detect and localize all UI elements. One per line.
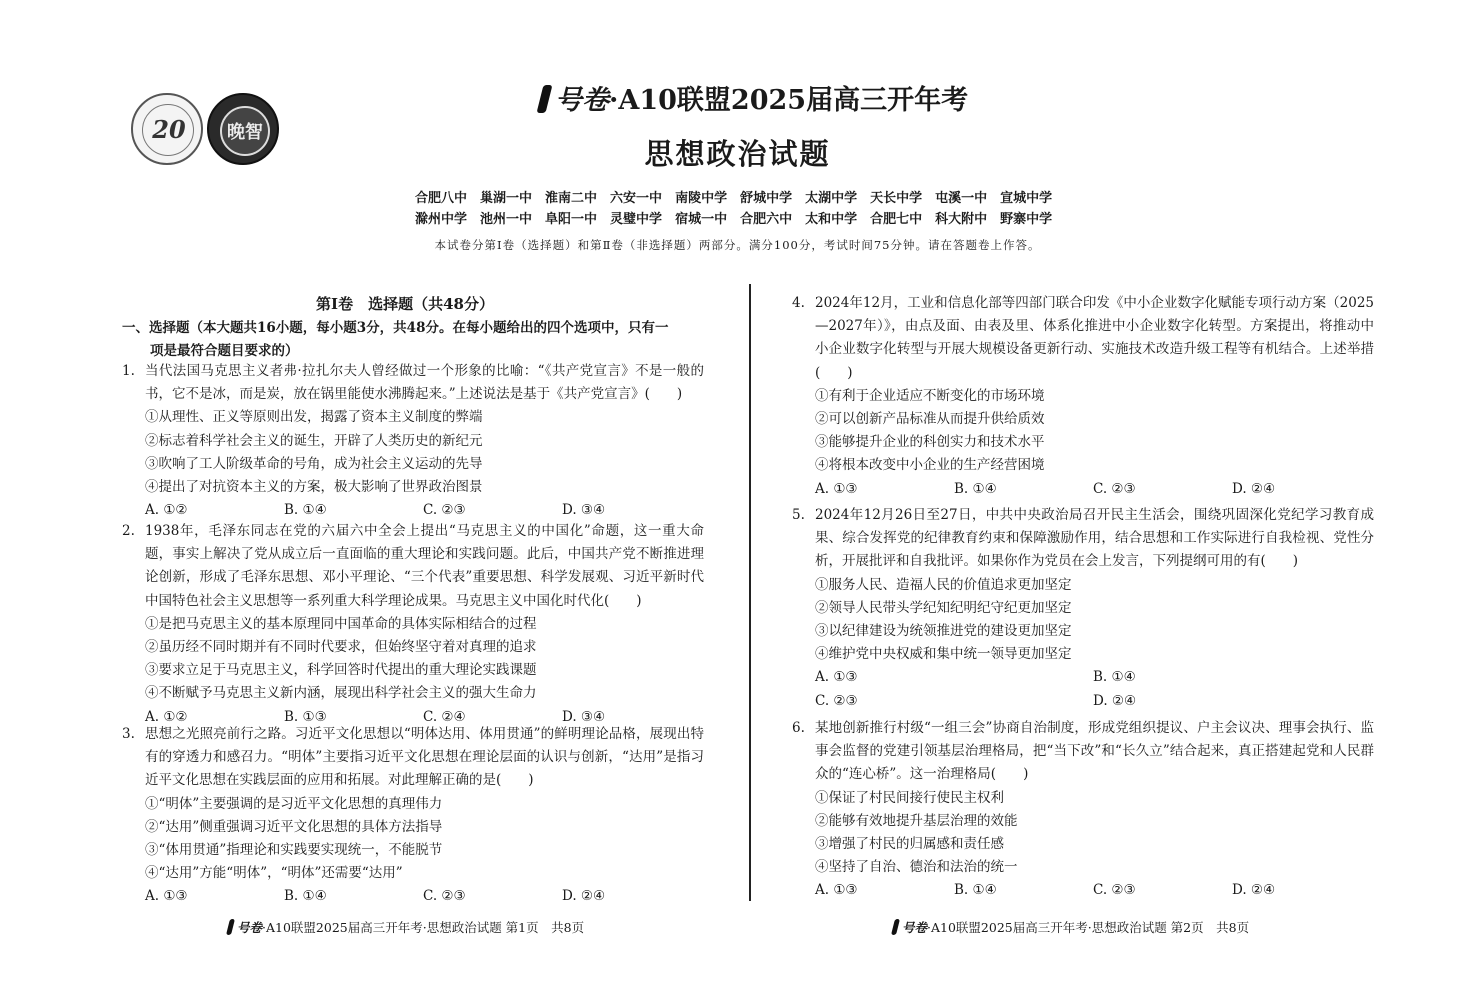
- question-2: [122, 520, 704, 729]
- choice-b: B. ①④: [954, 480, 997, 497]
- question-statement: ③以纪律建设为统领推进党的建设更加坚定: [815, 623, 1072, 640]
- question-statement: ②“达用”侧重强调习近平文化思想的具体方法指导: [145, 818, 443, 835]
- seal-center-text: 晚智: [227, 122, 263, 143]
- brand-logo-icon: [537, 85, 553, 113]
- brand-logo-icon: [226, 919, 235, 935]
- question-statement: ③增强了村民的归属感和责任感: [815, 836, 1004, 853]
- question-stem: 当代法国马克思主义者弗·拉扎尔夫人曾经做过一个形象的比喻：“《共产党宣言》不是一般的书，它不是冰，而是炭，放在锅里能使水沸腾起来。”上述说法是基于《共产党宣言》( ): [145, 363, 704, 403]
- choice-b: B. ①④: [284, 502, 327, 519]
- question-6: [792, 717, 1374, 903]
- question-statement: ③能够提升企业的科创实力和技术水平: [815, 434, 1045, 451]
- seal-center-number: 20: [152, 115, 186, 144]
- brand-name: 号卷: [555, 85, 609, 116]
- brand-logo-icon: [891, 919, 900, 935]
- volume-title: 第Ⅰ卷 选择题（共48分）: [316, 295, 494, 313]
- choice-d: D. ②④: [1232, 882, 1276, 899]
- question-statement: ①“明体”主要强调的是习近平文化思想的真理伟力: [145, 795, 443, 812]
- school-name: 太和中学: [805, 212, 858, 227]
- answer-choices: [145, 885, 704, 908]
- choice-c: C. ②③: [1093, 882, 1136, 899]
- choice-d: D. ③④: [562, 502, 606, 519]
- question-statement: ②领导人民带头学纪知纪明纪守纪更加坚定: [815, 599, 1072, 616]
- school-name: 宿城一中: [675, 212, 728, 227]
- school-name: 天长中学: [870, 191, 923, 206]
- school-name: 屯溪一中: [935, 191, 988, 206]
- question-stem: 某地创新推行村级“一组三会”协商自治制度，形成党组织提议、户主会议决、理事会执行、监事会监督的党建引领基层治理格局，把“当下改”和“长久立”结合起来，真正搭建起党和人民群众的“连心桥”。这一治理格局( ): [815, 720, 1374, 783]
- school-name: 滁州中学: [415, 212, 468, 227]
- school-name: 阜阳一中: [545, 212, 598, 227]
- question-stem: 2024年12月，工业和信息化部等四部门联合印发《中小企业数字化赋能专项行动方案（2025—2027年）》，由点及面、由表及里、体系化推进中小企业数字化转型。方案提出，将推动中小企业数字化转型与开展大规模设备更新行动、实施技术改造升级工程等有机结合。上述举措( ): [815, 295, 1374, 381]
- section-heading-line2: 项是最符合题目要求的）: [150, 343, 299, 359]
- school-name: 舒城中学: [740, 191, 793, 206]
- title-text: ·A10联盟2025届高三开年考: [609, 85, 969, 116]
- question-statement: ①是把马克思主义的基本原理同中国革命的具体实际相结合的过程: [145, 615, 537, 632]
- question-statement: ①有利于企业适应不断变化的市场环境: [815, 387, 1045, 404]
- choice-b: B. ①③: [284, 708, 327, 725]
- choice-a: A. ①②: [145, 502, 188, 519]
- school-name: 科大附中: [935, 212, 988, 227]
- exam-instructions: 本试卷分第Ⅰ卷（选择题）和第Ⅱ卷（非选择题）两部分。满分100分，考试时间75分钟。请在答题卷上作答。: [434, 238, 1041, 252]
- page-footer-1: [228, 918, 584, 936]
- choice-d: D. ②④: [1232, 480, 1276, 497]
- footer-brand: 号卷: [902, 920, 928, 935]
- question-statement: ④维护党中央权威和集中统一领导更加坚定: [815, 646, 1072, 663]
- question-3: [122, 723, 704, 909]
- school-list-row-2: [415, 208, 1065, 227]
- question-stem: 1938年，毛泽东同志在党的六届六中全会上提出“马克思主义的中国化”命题，这一重大命题，事实上解决了党从成立后一直面临的重大理论和实践问题。此后，中国共产党不断推进理论创新，形成了毛泽东思想、邓小平理论、“三个代表”重要思想、科学发展观、习近平新时代中国特色社会主义思想等一系列重大科学理论成果。马克思主义中国化时代化( ): [145, 523, 704, 609]
- choice-c: C. ②③: [815, 692, 858, 709]
- question-number: 2.: [122, 523, 135, 539]
- exam-title: [540, 78, 1040, 117]
- choice-d: D. ②④: [1093, 692, 1137, 709]
- choice-a: A. ①③: [815, 480, 858, 497]
- question-statement: ②标志着科学社会主义的诞生，开辟了人类历史的新纪元: [145, 432, 483, 449]
- question-number: 5.: [792, 507, 805, 523]
- choice-b: B. ①④: [284, 888, 327, 905]
- question-statement: ①保证了村民间接行使民主权利: [815, 789, 1004, 806]
- question-number: 1.: [122, 363, 135, 379]
- question-statement: ④提出了对抗资本主义的方案，极大影响了世界政治图景: [145, 479, 483, 496]
- choice-a: A. ①③: [815, 669, 858, 686]
- question-number: 3.: [122, 726, 135, 742]
- question-statement: ③要求立足于马克思主义，科学回答时代提出的重大理论实践课题: [145, 662, 537, 679]
- choice-c: C. ②③: [423, 888, 466, 905]
- question-statement: ④“达用”方能“明体”，“明体”还需要“达用”: [145, 865, 403, 882]
- choice-a: A. ①②: [145, 708, 188, 725]
- choice-c: C. ②③: [1093, 480, 1136, 497]
- question-statement: ③“体用贯通”指理论和实践要实现统一，不能脱节: [145, 842, 443, 859]
- choice-b: B. ①④: [1093, 669, 1136, 686]
- school-name: 巢湖一中: [480, 191, 533, 206]
- question-stem: 思想之光照亮前行之路。习近平文化思想以“明体达用、体用贯通”的鲜明理论品格，展现出特有的穿透力和感召力。“明体”主要指习近平文化思想在理论层面的认识与创新，“达用”是指习近平文化思想在实践层面的应用和拓展。对此理解正确的是( ): [145, 726, 704, 789]
- choice-d: D. ③④: [562, 708, 606, 725]
- footer-brand: 号卷: [237, 920, 263, 935]
- answer-choices: [815, 690, 1374, 713]
- column-divider: [749, 284, 751, 901]
- subject-title: 思想政治试题: [644, 137, 831, 171]
- school-list-row-1: [415, 187, 1065, 206]
- choice-c: C. ②④: [423, 708, 466, 725]
- choice-c: C. ②③: [423, 502, 466, 519]
- school-name: 淮南二中: [545, 191, 598, 206]
- question-stem: 2024年12月26日至27日，中共中央政治局召开民主生活会，围绕巩固深化党纪学习教育成果、综合发挥党的纪律教育约束和保障激励作用，结合思想和工作实际进行自我检视、党性分析，开展批评和自我批评。如果你作为党员在会上发言，下列提纲可用的有( ): [815, 507, 1374, 570]
- choice-b: B. ①④: [954, 882, 997, 899]
- section-heading-line1: 一、选择题（本大题共16小题，每小题3分，共48分。在每小题给出的四个选项中，只有一: [122, 320, 669, 336]
- school-name: 合肥六中: [740, 212, 793, 227]
- school-name: 太湖中学: [805, 191, 858, 206]
- answer-choices: [815, 666, 1374, 689]
- school-name: 野寨中学: [1000, 212, 1053, 227]
- page-footer-2: [893, 918, 1249, 936]
- question-statement: ③吹响了工人阶级革命的号角，成为社会主义运动的先导: [145, 455, 483, 472]
- question-1: [122, 360, 704, 522]
- question-number: 4.: [792, 295, 805, 311]
- question-5: [792, 504, 1374, 713]
- question-statement: ④不断赋予马克思主义新内涵，展现出科学社会主义的强大生命力: [145, 685, 537, 702]
- footer-text: ·A10联盟2025届高三开年考·思想政治试题 第2页 共8页: [927, 920, 1250, 935]
- school-name: 南陵中学: [675, 191, 728, 206]
- question-statement: ①从理性、正义等原则出发，揭露了资本主义制度的弊端: [145, 409, 483, 426]
- question-statement: ②可以创新产品标准从而提升供给质效: [815, 411, 1045, 428]
- choice-d: D. ②④: [562, 888, 606, 905]
- answer-choices: [815, 879, 1374, 902]
- answer-choices: [145, 499, 704, 522]
- school-name: 宣城中学: [1000, 191, 1053, 206]
- question-statement: ①服务人民、造福人民的价值追求更加坚定: [815, 576, 1072, 593]
- choice-a: A. ①③: [815, 882, 858, 899]
- school-name: 池州一中: [480, 212, 533, 227]
- question-statement: ②虽历经不同时期并有不同时代要求，但始终坚守着对真理的追求: [145, 639, 537, 656]
- question-4: [792, 292, 1374, 501]
- question-statement: ④将根本改变中小企业的生产经营困境: [815, 457, 1045, 474]
- school-name: 灵璧中学: [610, 212, 663, 227]
- school-name: 合肥八中: [415, 191, 468, 206]
- school-name: 六安一中: [610, 191, 663, 206]
- choice-a: A. ①③: [145, 888, 188, 905]
- question-number: 6.: [792, 720, 805, 736]
- school-name: 合肥七中: [870, 212, 923, 227]
- answer-choices: [815, 478, 1374, 501]
- question-statement: ④坚持了自治、德治和法治的统一: [815, 859, 1018, 876]
- question-statement: ②能够有效地提升基层治理的效能: [815, 812, 1018, 829]
- section-heading: [122, 317, 707, 363]
- footer-text: ·A10联盟2025届高三开年考·思想政治试题 第1页 共8页: [262, 920, 585, 935]
